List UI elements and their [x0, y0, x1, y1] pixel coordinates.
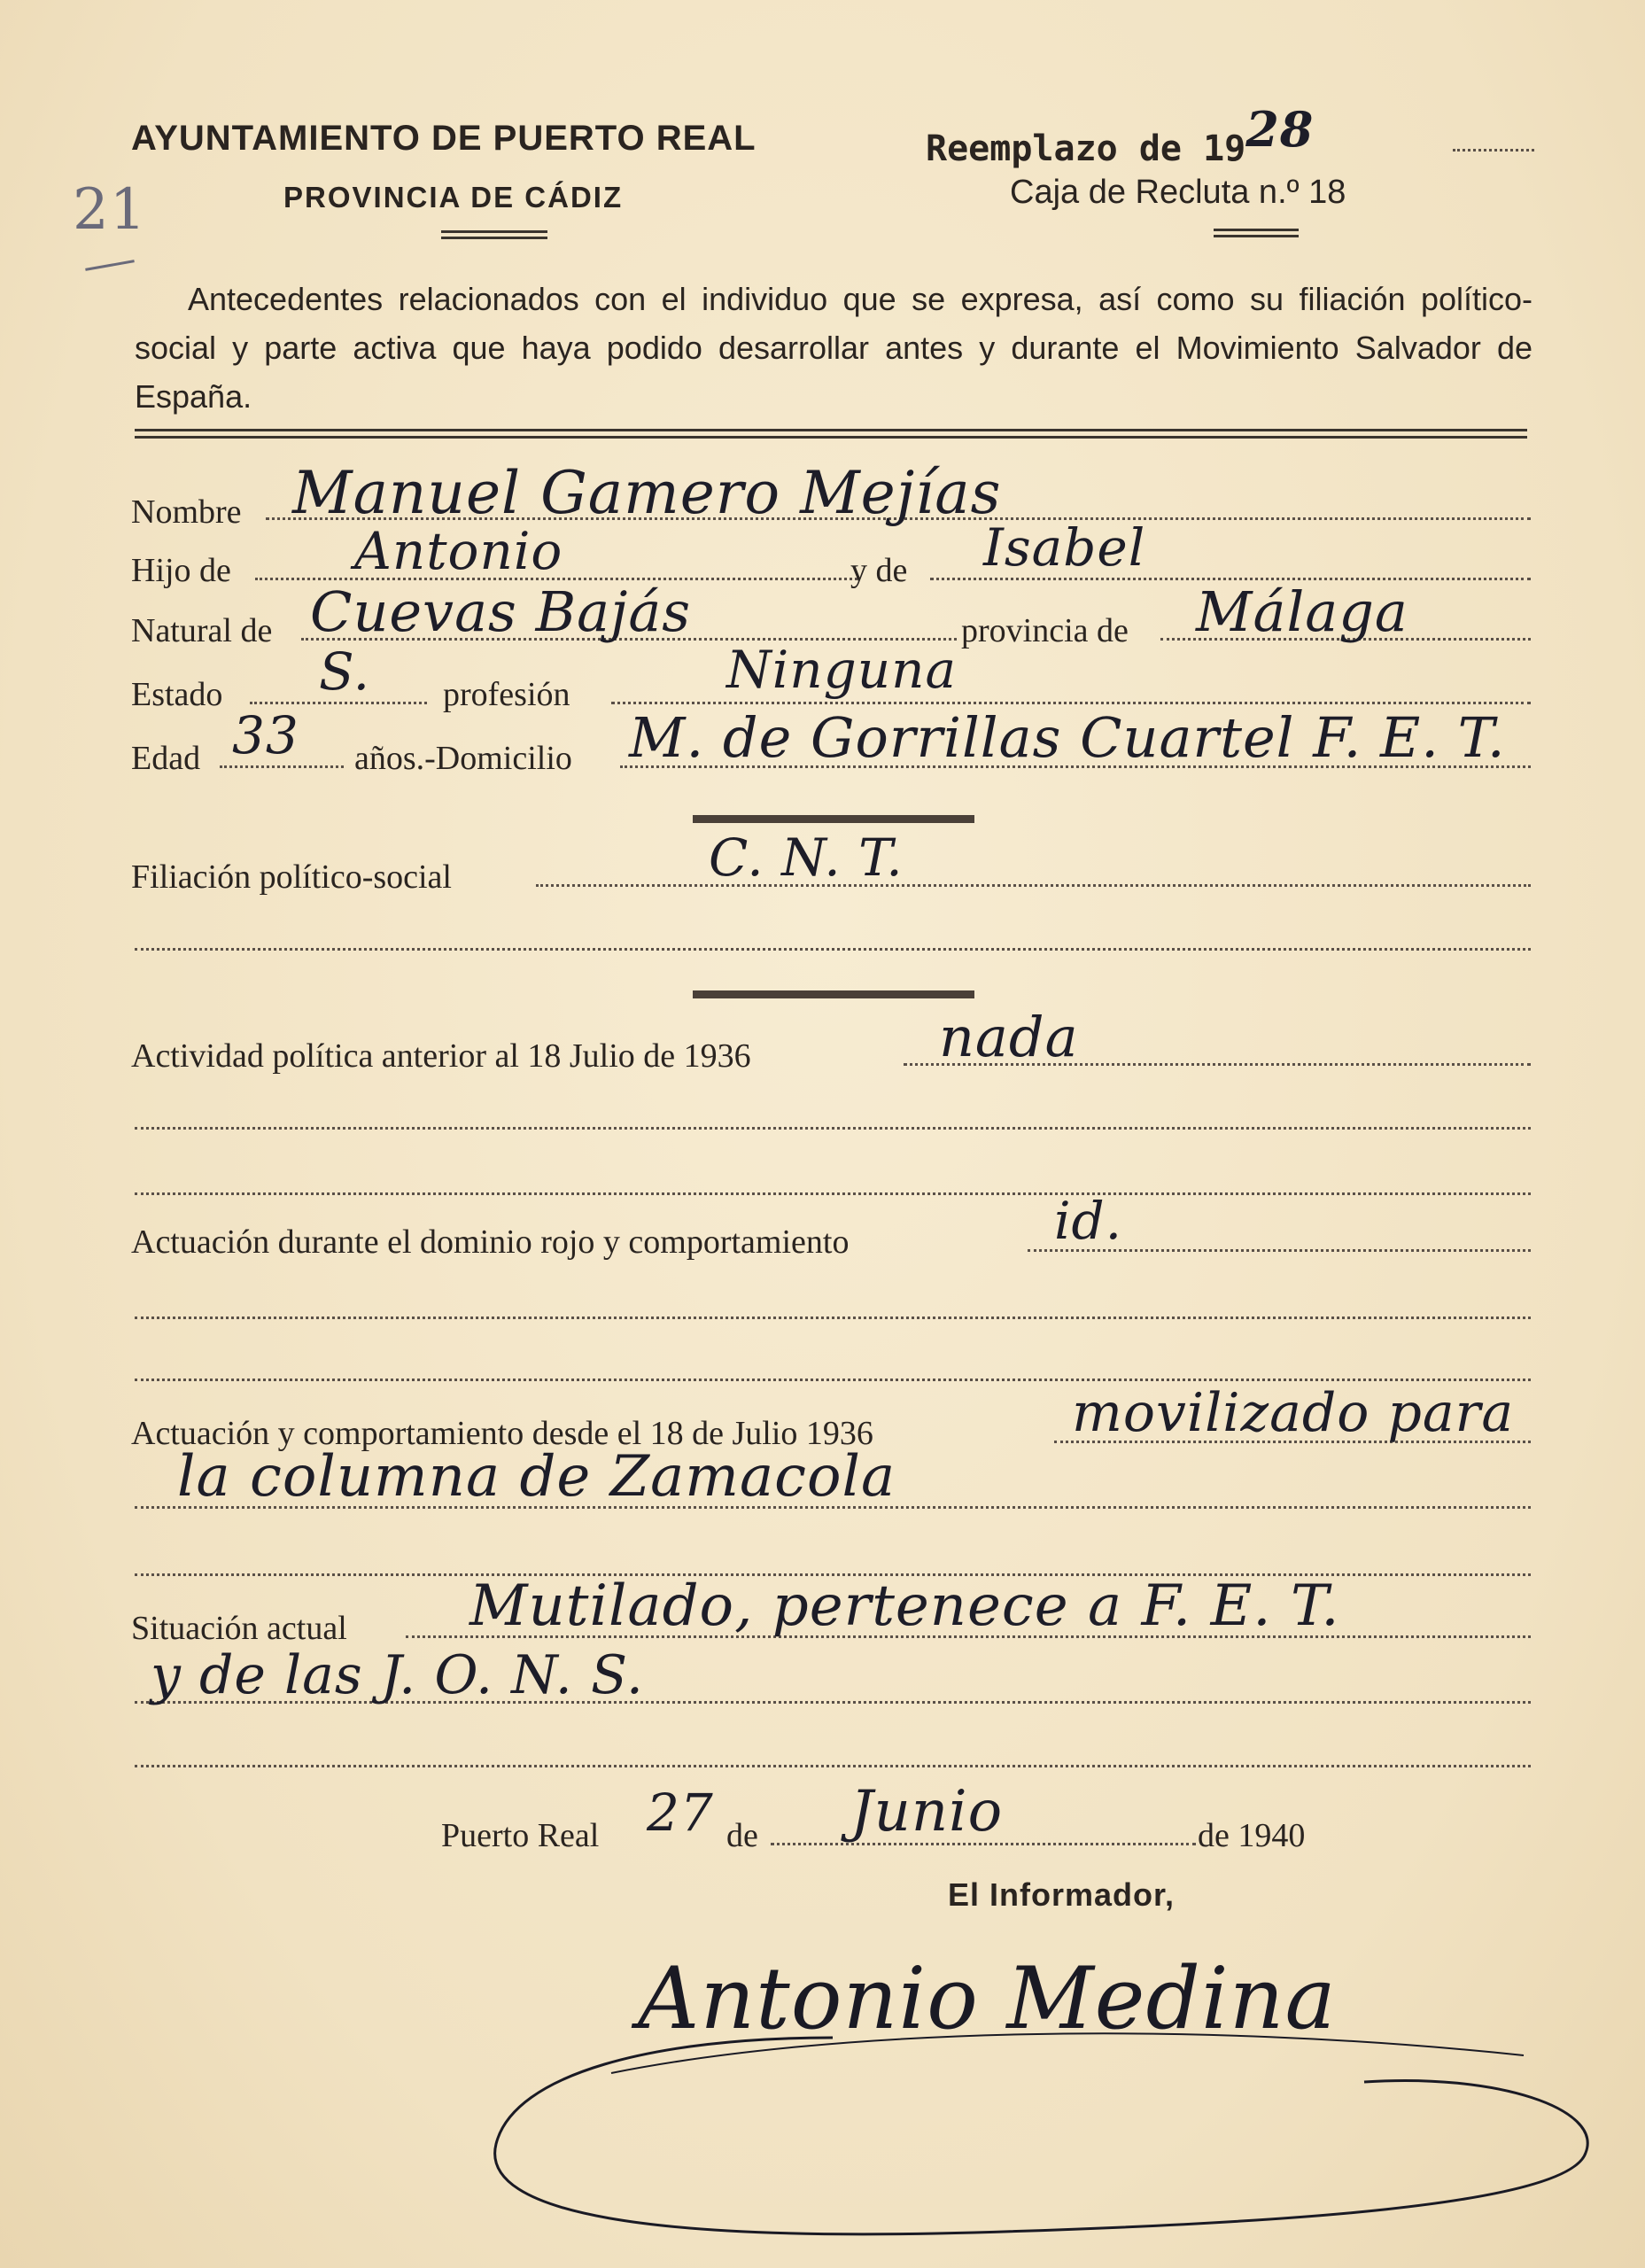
caja-underline — [1214, 229, 1299, 237]
filiacion-dots — [536, 884, 1531, 887]
yde-label: y de — [850, 552, 908, 589]
yde-value: Isabel — [983, 517, 1146, 578]
margin-number: 21 — [73, 177, 147, 243]
reemplazo-text: Reemplazo de 19 — [926, 128, 1246, 169]
situacion-value-2: y de las J. O. N. S. — [151, 1644, 644, 1706]
estado-dots — [250, 702, 427, 704]
reemplazo-label — [926, 101, 1315, 172]
footer-year: de 1940 — [1198, 1817, 1306, 1854]
profesion-label: profesión — [443, 676, 570, 713]
footer-day: 27 — [647, 1783, 714, 1843]
provincia-value: Málaga — [1196, 579, 1408, 644]
hijo-label: Hijo de — [131, 552, 231, 589]
actuacion-desde-value-1: movilizado para — [1072, 1382, 1515, 1444]
edad-label: Edad — [131, 740, 201, 777]
signature-flourish — [478, 2020, 1612, 2250]
edad-dots — [220, 765, 344, 768]
actividad-value: nada — [939, 1005, 1079, 1069]
provincia-label: provincia de — [961, 612, 1129, 649]
estado-label: Estado — [131, 676, 223, 713]
filiacion-value: C. N. T. — [709, 827, 904, 888]
domicilio-value: M. de Gorrillas Cuartel F. E. T. — [629, 705, 1506, 770]
actuacion-rojo-label: Actuación durante el dominio rojo y comportamiento — [131, 1223, 850, 1261]
signature: Antonio Medina — [638, 1949, 1337, 2048]
situacion-dots-3 — [135, 1765, 1531, 1767]
province-title: PROVINCIA DE CÁDIZ — [283, 181, 624, 214]
situacion-label: Situación actual — [131, 1610, 347, 1647]
short-divider-1 — [693, 815, 974, 823]
natural-value: Cuevas Bajás — [310, 579, 692, 644]
municipality-title: AYUNTAMIENTO DE PUERTO REAL — [131, 119, 757, 158]
situacion-value-1: Mutilado, pertenece a F. E. T. — [469, 1573, 1340, 1639]
profesion-value: Ninguna — [726, 640, 958, 700]
reemplazo-dots — [1453, 149, 1534, 151]
hijo-value: Antonio — [354, 521, 563, 581]
natural-label: Natural de — [131, 612, 273, 649]
section-divider-top — [135, 429, 1527, 439]
actuacion-desde-label: Actuación y comportamiento desde el 18 de Julio 1936 — [131, 1415, 873, 1452]
province-underline — [441, 230, 547, 239]
actividad-label: Actividad política anterior al 18 Julio de 1936 — [131, 1037, 751, 1075]
actuacion-rojo-dots-2 — [135, 1317, 1531, 1319]
filiacion-label: Filiación político-social — [131, 858, 452, 896]
intro-paragraph: Antecedentes relacionados con el individuo que se expresa, así como su filiación político-social y parte activa que haya podido desarrollar antes y durante el Movimiento Salvador de España. — [135, 281, 1532, 415]
reemplazo-year: 28 — [1245, 101, 1315, 158]
actividad-dots-2 — [135, 1127, 1531, 1130]
footer-place: Puerto Real — [441, 1817, 600, 1854]
estado-value: S. — [319, 641, 371, 702]
nombre-value: Manuel Gamero Mejías — [292, 459, 1002, 527]
footer-month: Junio — [850, 1779, 1004, 1845]
short-divider-2 — [693, 990, 974, 998]
nombre-label: Nombre — [131, 493, 242, 531]
edad-value: 33 — [232, 705, 299, 765]
filiacion-dots-2 — [135, 948, 1531, 951]
caja-recluta: Caja de Recluta n.º 18 — [1010, 174, 1346, 211]
actuacion-rojo-dots-3 — [135, 1379, 1531, 1381]
actuacion-rojo-value: id. — [1054, 1191, 1123, 1251]
margin-dash — [85, 260, 135, 271]
informador-label: El Informador, — [948, 1876, 1176, 1913]
anos-domicilio-label: años.-Domicilio — [354, 740, 572, 777]
actuacion-desde-value-2: la columna de Zamacola — [177, 1444, 896, 1510]
profesion-dots — [611, 702, 1531, 704]
actividad-dots-3 — [135, 1192, 1531, 1195]
footer-de: de — [726, 1817, 758, 1854]
